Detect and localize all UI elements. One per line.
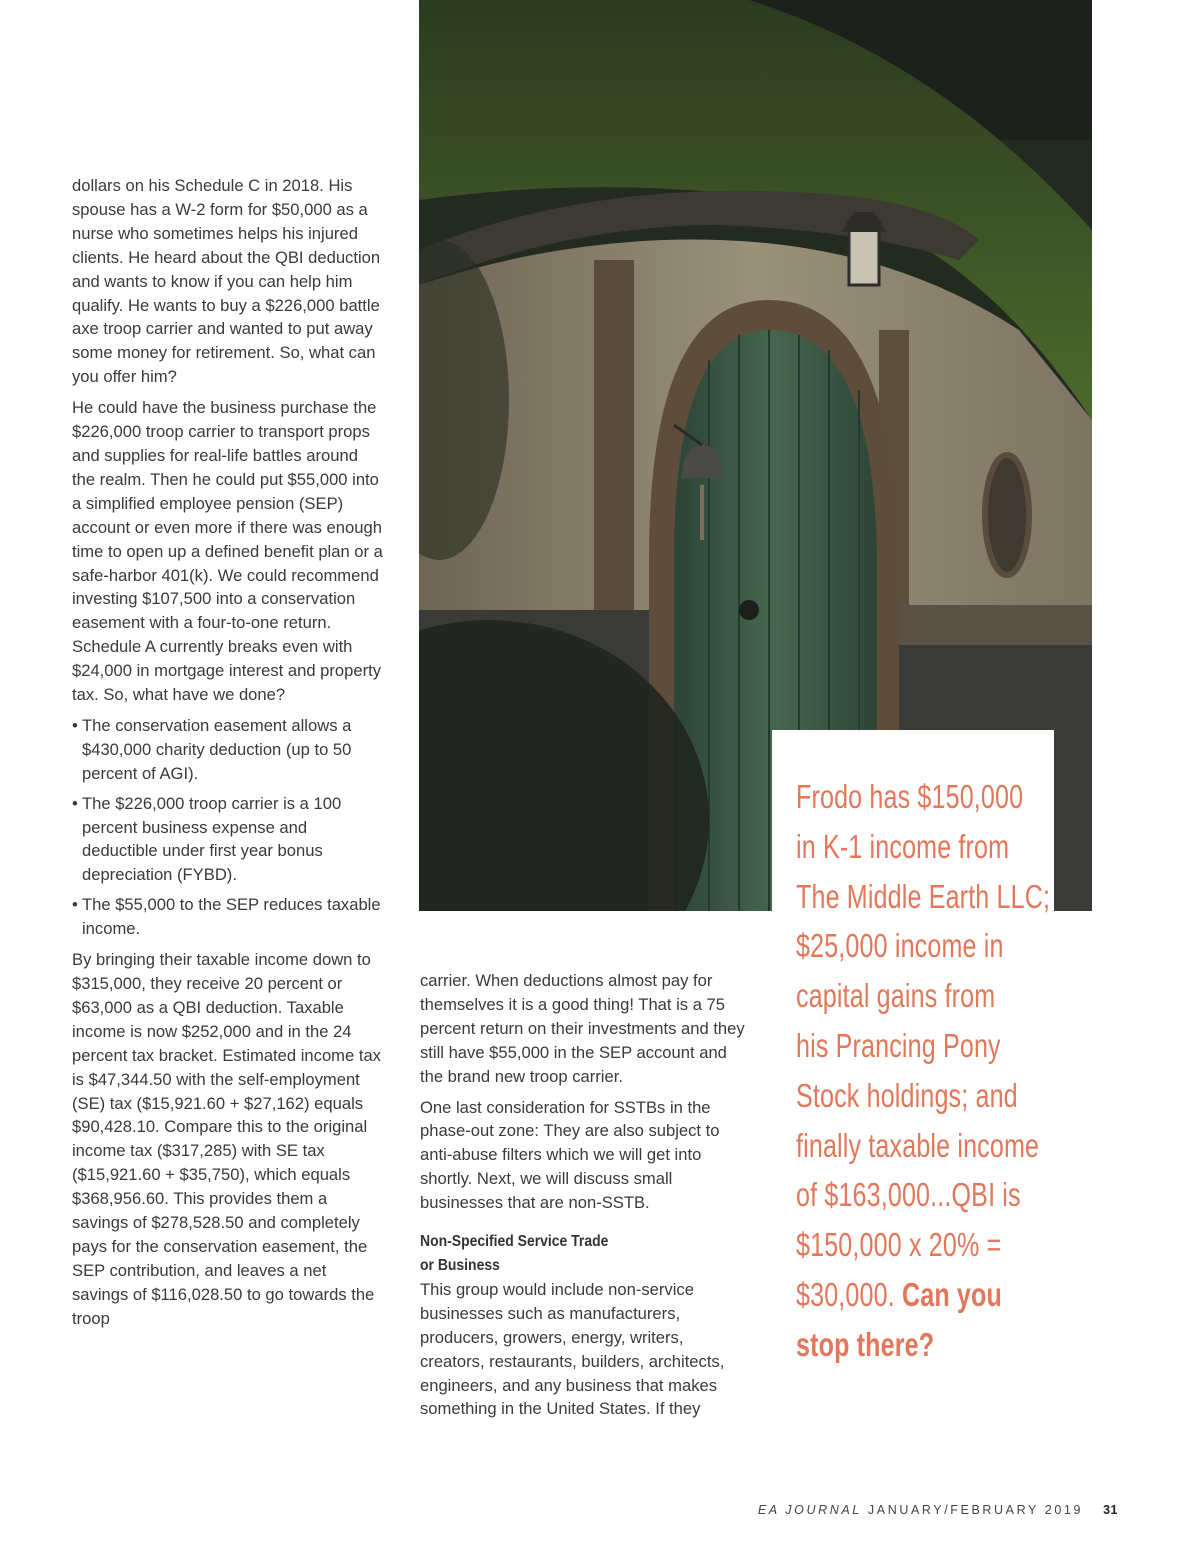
list-item: • The $55,000 to the SEP reduces taxable income. xyxy=(72,895,381,939)
pull-quote-line: of $163,000...QBI is xyxy=(796,1176,1021,1214)
pull-quote-line: Stock holdings; and xyxy=(796,1076,1018,1114)
bullet-list xyxy=(72,714,384,941)
journal-name: EA JOURNAL xyxy=(757,1503,862,1517)
issue-date: JANUARY/FEBRUARY 2019 xyxy=(867,1503,1084,1517)
bullet-icon: • xyxy=(72,793,78,813)
pull-quote-line: finally taxable income xyxy=(796,1126,1040,1164)
bullet-icon: • xyxy=(72,895,78,915)
pull-quote-line: $25,000 income in xyxy=(796,927,1004,965)
section-heading: Non-Specified Service Trade or Business xyxy=(420,1233,609,1274)
body-paragraph: One last consideration for SSTBs in the phase-out zone: They are also subject to anti-abuse filters which we will get into shortly. Next, we will discuss small businesses that are non-SSTB. xyxy=(420,1097,720,1213)
list-item: • The $226,000 troop carrier is a 100 percent business expense and deductible under first year bonus depreciation (FYBD). xyxy=(72,793,342,885)
pull-quote-line: $150,000 x 20% = xyxy=(796,1226,1002,1264)
pull-quote-line: his Prancing Pony xyxy=(796,1026,1001,1064)
body-paragraph: By bringing their taxable income down to $315,000, they receive 20 percent or $63,000 as a QBI deduction. Taxable income is now $252,000 and in the 24 percent tax bracket. Estimated income tax is $47,344.50 with the self-employment (SE) tax ($15,921.60 + $27,162) equals $90,428.10. Compare this to the original income tax ($317,285) with SE tax ($15,921.60 + $35,750), which equals $368,956.60. This provides them a savings of $278,528.50 and completely pays for the conservation easement, the SEP contribution, and leaves a net savings of $116,028.50 to go towards the troop xyxy=(72,950,381,1328)
body-paragraph: dollars on his Schedule C in 2018. His spouse has a W-2 form for $50,000 as a nurse who sometimes helps his injured clients. He heard about the QBI deduction and wants to know if you can help him qualify. He wants to buy a $226,000 battle axe troop carrier and wanted to put away some money for retirement. So, what can you offer him? xyxy=(72,176,381,387)
pull-quote-line: The Middle Earth LLC; xyxy=(796,877,1051,915)
bullet-icon: • xyxy=(72,715,78,735)
body-paragraph: This group would include non-service businesses such as manufacturers, producers, growers, energy, writers, creators, restaurants, builders, architects, engineers, and any business that makes something in the United States. If they xyxy=(420,1279,725,1419)
body-paragraph: carrier. When deductions almost pay for themselves it is a good thing! That is a 75 percent return on their investments and they still have $55,000 in the SEP account and the brand new troop carrier. xyxy=(420,971,745,1086)
pull-quote-emphasis: stop there? xyxy=(796,1325,935,1363)
pull-quote-emphasis: Can you xyxy=(901,1275,1002,1313)
page-number: 31 xyxy=(1103,1503,1118,1517)
pull-quote-line: $30,000. Can you xyxy=(796,1275,1002,1313)
list-item: • The conservation easement allows a $430,000 charity deduction (up to 50 percent of AGI). xyxy=(72,715,352,783)
article-column-1 xyxy=(72,174,384,1338)
pull-quote xyxy=(772,730,1054,1390)
pull-quote-line: Frodo has $150,000 xyxy=(796,778,1024,815)
pull-quote-line: capital gains from xyxy=(796,977,996,1015)
article-column-2 xyxy=(420,969,745,1428)
body-paragraph: He could have the business purchase the $226,000 troop carrier to transport props and supplies for real-life battles around the realm. Then he could put $55,000 into a simplified employee pension (SEP) account or even more if there was enough time to open up a defined benefit plan or a safe-harbor 401(k). We could recommend investing $107,500 into a conservation easement with a four-to-one return. Schedule A currently breaks even with $24,000 in mortgage interest and property tax. So, what have we done? xyxy=(72,398,383,705)
pull-quote-line: in K-1 income from xyxy=(796,827,1010,865)
